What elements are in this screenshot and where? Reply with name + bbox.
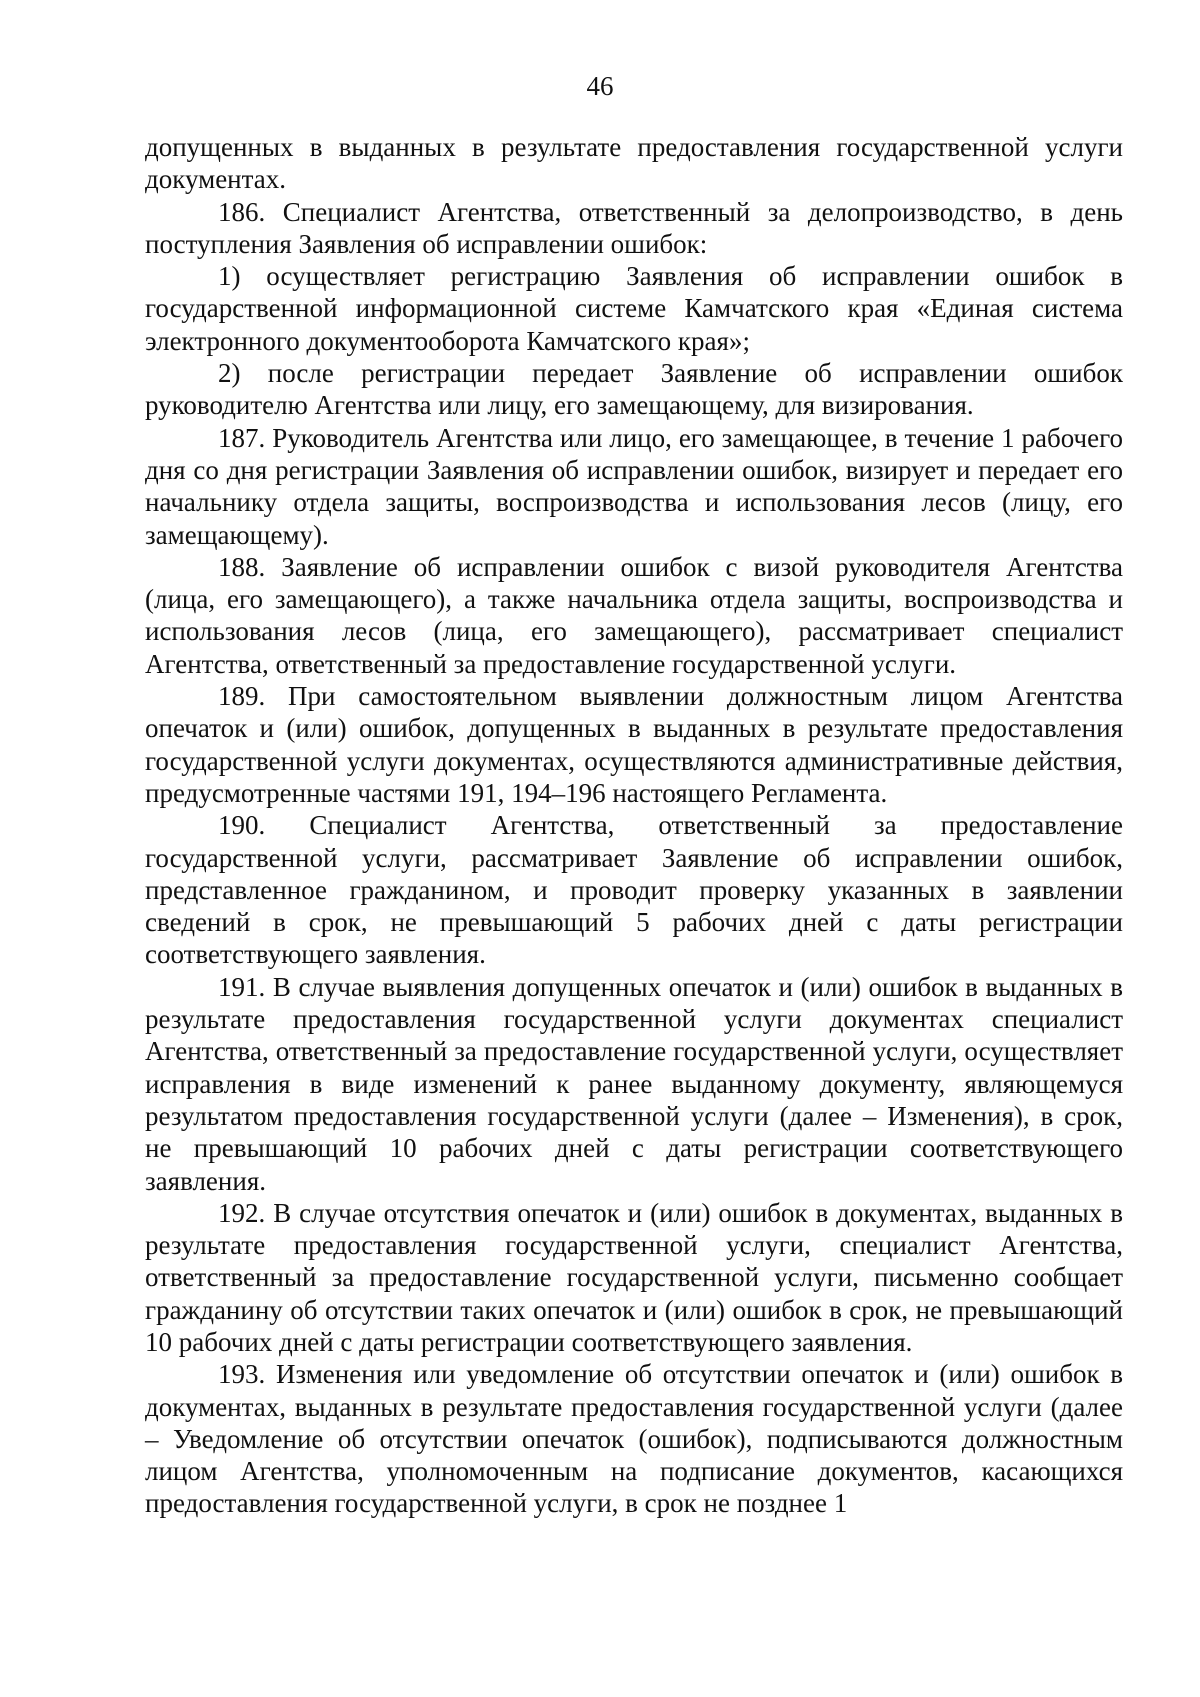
paragraph-190: 190. Специалист Агентства, ответственный за предоставление государственной услуги, рассматривает Заявление об исправлении ошибок, представленное гражданином, и проводит проверку указанных в заявлении сведений в срок, не превышающий 5 рабочих дней с даты регистрации соответствующего заявления. — [145, 810, 1123, 970]
paragraph-186-item-2: 2) после регистрации передает Заявление об исправлении ошибок руководителю Агентства или лицу, его замещающему, для визирования. — [145, 358, 1123, 421]
paragraph-191: 191. В случае выявления допущенных опечаток и (или) ошибок в выданных в результате предоставления государственной услуги документах специалист Агентства, ответственный за предоставление государственной услуги, осуществляет исправления в виде изменений к ранее выданному документу, являющемуся результатом предоставления государственной услуги (далее – Изменения), в срок, не превышающий 10 рабочих дней с даты регистрации соответствующего заявления. — [145, 971, 1123, 1196]
paragraph-193: 193. Изменения или уведомление об отсутствии опечаток и (или) ошибок в документах, выданных в результате предоставления государственной услуги (далее – Уведомление об отсутствии опечаток (ошибок), подписываются должностным лицом Агентства, уполномоченным на подписание документов, касающихся предоставления государственной услуги, в срок не позднее 1 — [145, 1359, 1123, 1519]
paragraph-192: 192. В случае отсутствия опечаток и (или) ошибок в документах, выданных в результате предоставления государственной услуги, специалист Агентства, ответственный за предоставление государственной услуги, письменно сообщает гражданину об отсутствии таких опечаток и (или) ошибок в срок, не превышающий 10 рабочих дней с даты регистрации соответствующего заявления. — [145, 1197, 1123, 1357]
paragraph-186: 186. Специалист Агентства, ответственный за делопроизводство, в день поступления Заявления об исправлении ошибок: — [145, 196, 1123, 259]
paragraph-189: 189. При самостоятельном выявлении должностным лицом Агентства опечаток и (или) ошибок, допущенных в выданных в результате предоставления государственной услуги документах, осуществляются административные действия, предусмотренные частями 191, 194–196 настоящего Регламента. — [145, 681, 1123, 808]
paragraph-188: 188. Заявление об исправлении ошибок с визой руководителя Агентства (лица, его замещающего), а также начальника отдела защиты, воспроизводства и использования лесов (лица, его замещающего), рассматривает специалист Агентства, ответственный за предоставление государственной услуги. — [145, 551, 1123, 679]
paragraph-187: 187. Руководитель Агентства или лицо, его замещающее, в течение 1 рабочего дня со дня регистрации Заявления об исправлении ошибок, визирует и передает его начальнику отдела защиты, воспроизводства и использования лесов (лицу, его замещающему). — [145, 422, 1123, 550]
paragraph-186-item-1: 1) осуществляет регистрацию Заявления об исправлении ошибок в государственной информационной системе Камчатского края «Единая система электронного документооборота Камчатского края»; — [145, 261, 1123, 356]
document-body — [145, 131, 1123, 1520]
page-number: 46 — [586, 71, 614, 101]
paragraph-continuation: допущенных в выданных в результате предоставления государственной услуги документах. — [145, 132, 1123, 195]
